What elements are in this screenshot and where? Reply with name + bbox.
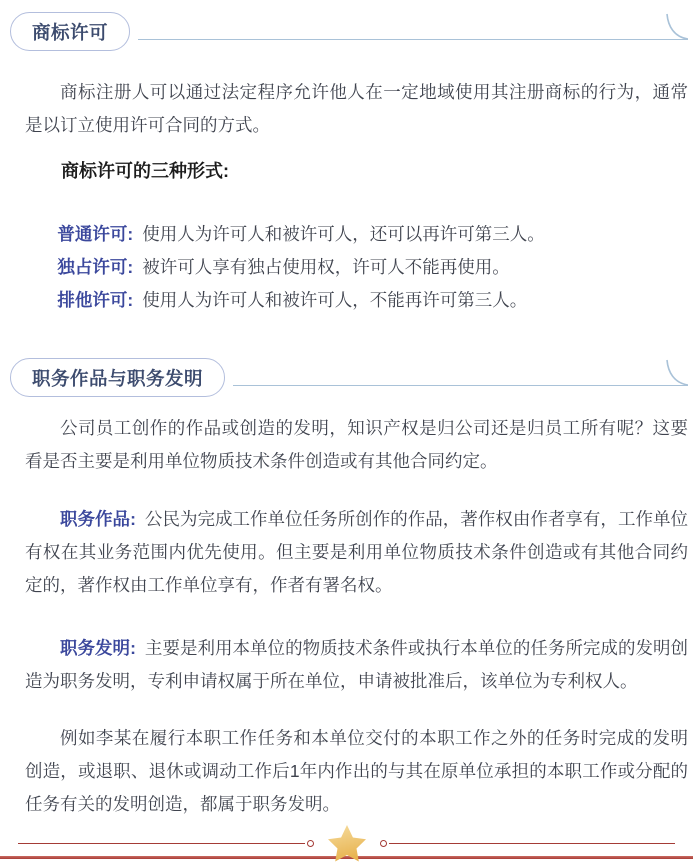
license-type-item	[25, 218, 688, 251]
ring-icon	[380, 840, 387, 847]
license-desc: 使用人为许可人和被许可人，不能再许可第三人。	[142, 290, 528, 310]
license-type-list	[25, 218, 688, 317]
section-badge	[10, 358, 225, 397]
section-trademark-license	[25, 12, 688, 317]
duty-desc: 公民为完成工作单位任务所创作的作品，著作权由作者享有，工作单位有权在其业务范围内优先使用。但主要是利用单位物质技术条件创造或有其他合同约定的，著作权由工作单位享有，作者有署名权。	[25, 509, 688, 595]
star-icon	[327, 824, 367, 862]
header-divider-line	[138, 39, 688, 40]
divider-line-right	[389, 843, 676, 844]
section-header	[10, 12, 688, 54]
section-badge-label: 职务作品与职务发明	[32, 367, 204, 389]
ring-icon	[307, 840, 314, 847]
section-badge	[10, 12, 130, 51]
header-divider-line	[233, 385, 688, 386]
license-term: 普通许可:	[57, 224, 134, 244]
intro-paragraph: 商标注册人可以通过法定程序允许他人在一定地域使用其注册商标的行为，通常是以订立使用许可合同的方式。	[25, 82, 688, 135]
duty-term: 职务作品:	[60, 509, 136, 529]
divider-line-left	[18, 843, 305, 844]
license-term: 排他许可:	[57, 290, 134, 310]
license-desc: 使用人为许可人和被许可人，还可以再许可第三人。	[142, 224, 545, 244]
license-desc: 被许可人享有独占使用权，许可人不能再使用。	[142, 257, 510, 277]
header-divider	[138, 12, 688, 54]
license-type-item	[25, 284, 688, 317]
duty-term: 职务发明:	[60, 638, 136, 658]
footer-divider	[18, 824, 675, 862]
duty-invention-paragraph	[25, 632, 688, 698]
header-divider	[233, 358, 688, 400]
license-term: 独占许可:	[57, 257, 134, 277]
section-work-creations	[25, 358, 688, 821]
section-header	[10, 358, 688, 400]
duty-desc: 主要是利用本单位的物质技术条件或执行本单位的任务所完成的发明创造为职务发明，专利申请权属于所在单位，申请被批准后，该单位为专利权人。	[25, 638, 688, 691]
duty-work-paragraph	[25, 503, 688, 602]
section-badge-label: 商标许可	[32, 21, 109, 43]
license-type-item	[25, 251, 688, 284]
header-line-curl-icon	[646, 359, 688, 387]
header-line-curl-icon	[646, 13, 688, 41]
subheading: 商标许可的三种形式:	[61, 161, 229, 181]
intro-paragraph: 公司员工创作的作品或创造的发明，知识产权是归公司还是归员工所有呢？这要看是否主要是利用单位物质技术条件创造或有其他合同约定。	[25, 418, 688, 471]
example-paragraph: 例如李某在履行本职工作任务和本单位交付的本职工作之外的任务时完成的发明创造，或退职、退休或调动工作后1年内作出的与其在原单位承担的本职工作或分配的任务有关的发明创造，都属于职务发明。	[25, 728, 688, 814]
